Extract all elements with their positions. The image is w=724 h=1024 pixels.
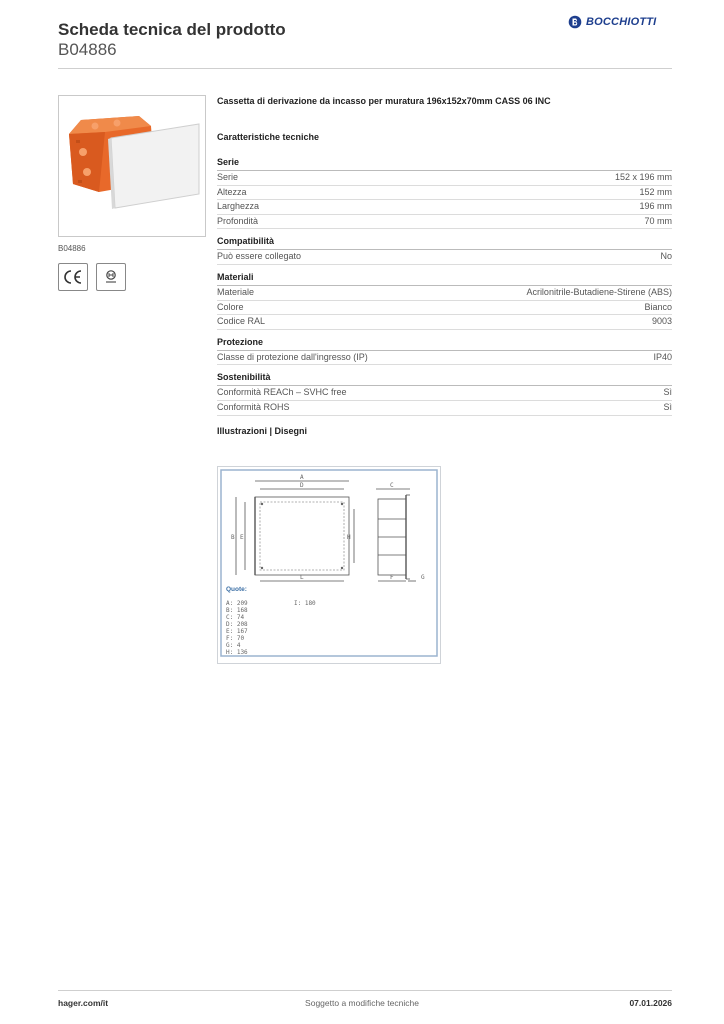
spec-value: 152 x 196 mm [614, 172, 672, 182]
spec-label: Conformità ROHS [217, 401, 290, 412]
spec-row [217, 171, 672, 186]
spec-group-title: Materiali [217, 272, 672, 286]
footer-date: 07.01.2026 [629, 998, 672, 1008]
dimension-label-a: A [300, 474, 304, 481]
dimension-label-d: D [300, 482, 304, 489]
spec-group-compatibilita [217, 236, 672, 265]
spec-row [217, 351, 672, 366]
spec-row [217, 386, 672, 401]
spec-label: Codice RAL [217, 316, 266, 327]
spec-label: Colore [217, 301, 244, 312]
quote-value: H: 136 [226, 649, 248, 656]
spec-label: Materiale [217, 286, 255, 297]
illustrations-title: Illustrazioni | Disegni [217, 425, 308, 436]
quote-value: I: 180 [294, 600, 316, 607]
quote-value: C: 74 [226, 614, 245, 621]
quote-value: E: 167 [226, 628, 248, 635]
spec-row [217, 215, 672, 230]
header-divider [58, 68, 672, 69]
spec-group-title: Protezione [217, 337, 672, 351]
product-code: B04886 [58, 40, 117, 59]
spec-group-sostenibilita [217, 372, 672, 415]
technical-drawing [217, 466, 441, 664]
spec-label: Profondità [217, 215, 259, 226]
spec-value: 196 mm [639, 201, 672, 212]
quality-mark-icon [96, 263, 126, 291]
spec-group-title: Sostenibilità [217, 372, 672, 386]
page-title: Scheda tecnica del prodotto [58, 20, 286, 39]
product-image [58, 95, 206, 237]
spec-row [217, 186, 672, 201]
spec-value: Bianco [644, 301, 672, 312]
dimension-label-c: C [390, 482, 394, 489]
dimension-label-l: L [300, 574, 304, 581]
spec-value: Sì [663, 387, 672, 398]
spec-label: Classe di protezione dall'ingresso (IP) [217, 351, 368, 362]
spec-row [217, 286, 672, 301]
dimension-label-g: G [421, 574, 425, 581]
quote-value: D: 208 [226, 621, 248, 628]
spec-value: 70 mm [644, 215, 672, 226]
spec-value: Sì [663, 401, 672, 412]
spec-value: Acrilonitrile-Butadiene-Stirene (ABS) [526, 286, 672, 297]
spec-label: Altezza [217, 186, 247, 197]
footer-note: Soggetto a modifiche tecniche [305, 998, 419, 1008]
brand-logo [568, 15, 656, 29]
spec-row [217, 401, 672, 416]
brand-logo-icon [568, 15, 582, 29]
spec-row [217, 301, 672, 316]
spec-label: Conformità REACh – SVHC free [217, 387, 347, 398]
spec-group-title: Serie [217, 157, 672, 171]
ce-mark-icon [58, 263, 88, 291]
spec-group-serie [217, 157, 672, 229]
spec-value: IP40 [653, 351, 672, 362]
quote-value: F: 70 [226, 635, 245, 642]
product-description: Cassetta di derivazione da incasso per muratura 196x152x70mm CASS 06 INC [217, 96, 551, 106]
spec-content [217, 96, 672, 442]
quote-value: G: 4 [226, 642, 241, 649]
footer-website[interactable]: hager.com/it [58, 998, 109, 1008]
dimension-label-h: H [347, 534, 351, 541]
spec-label: Può essere collegato [217, 251, 302, 262]
spec-row [217, 200, 672, 215]
dimension-label-b: B [231, 534, 235, 541]
footer-divider [58, 990, 672, 991]
quote-value: B: 168 [226, 607, 248, 614]
specs-heading: Caratteristiche tecniche [217, 132, 320, 142]
product-image-caption: B04886 [58, 244, 86, 253]
spec-value: 152 mm [639, 186, 672, 197]
spec-row [217, 250, 672, 265]
spec-value: No [660, 251, 672, 262]
spec-group-protezione [217, 337, 672, 366]
dimension-label-f: F [390, 574, 394, 581]
brand-name: BOCCHIOTTI [586, 16, 657, 28]
dimension-label-e: E [240, 534, 244, 541]
spec-label: Serie [217, 172, 239, 182]
quote-value: A: 209 [226, 600, 248, 607]
spec-label: Larghezza [217, 201, 260, 212]
spec-group-title: Compatibilità [217, 236, 672, 250]
spec-value: 9003 [651, 316, 672, 327]
spec-group-materiali [217, 272, 672, 330]
junction-box-image [59, 96, 205, 236]
quotes-label: Quote: [226, 586, 247, 593]
spec-row [217, 315, 672, 330]
